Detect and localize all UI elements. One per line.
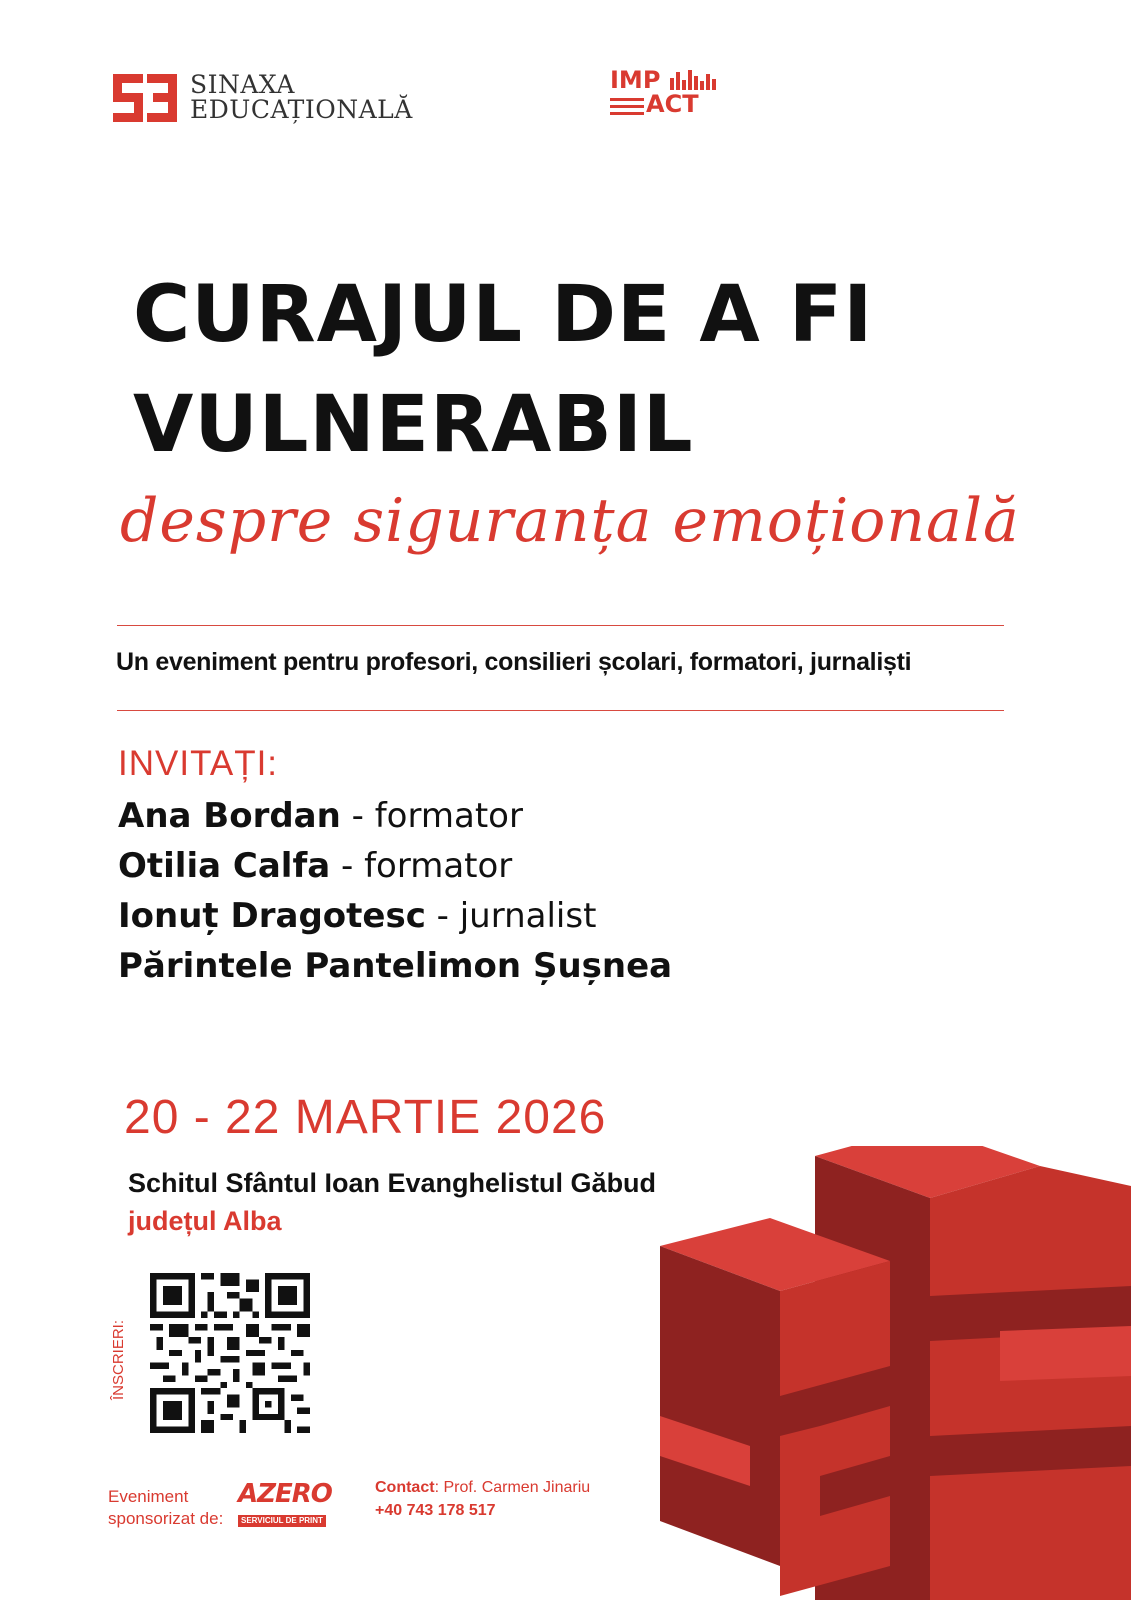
guest-item: [118, 846, 512, 886]
impact-logo-line1: IMP: [610, 66, 661, 94]
subtitle-script: despre siguranța emoțională: [120, 486, 1020, 556]
divider-top: [117, 625, 1004, 626]
guest-name: Părintele Pantelimon Șușnea: [118, 946, 673, 986]
guest-name: Ana Bordan: [118, 796, 341, 836]
guest-role: - formator: [340, 796, 523, 836]
title-line-1: CURAJUL DE A FI: [133, 270, 874, 360]
event-venue: Schitul Sfântul Ioan Evanghelistul Găbud: [128, 1168, 657, 1198]
se-3d-cube-icon: [660, 1146, 1131, 1600]
sinaxa-logo-line1: SINAXA: [190, 70, 295, 99]
contact-block: [375, 1476, 590, 1522]
sponsor-line2: sponsorizat de:: [108, 1509, 224, 1528]
guests-heading: INVITAȚI:: [118, 744, 279, 783]
azero-tagline: SERVICIUL DE PRINT: [238, 1515, 326, 1527]
impact-lines-icon: [610, 96, 646, 118]
registration-label: [97, 1300, 137, 1420]
impact-logo-icon: [610, 68, 730, 122]
guest-role: - jurnalist: [425, 896, 597, 936]
impact-logo-line2: ACT: [646, 90, 699, 118]
guest-name: Otilia Calfa: [118, 846, 331, 886]
sponsor-line1: Eveniment: [108, 1487, 189, 1506]
azero-logo-icon: [238, 1480, 338, 1526]
se-logo-icon: [113, 74, 177, 122]
contact-label: Contact: [375, 1479, 435, 1496]
event-date: 20 - 22 MARTIE 2026: [124, 1091, 607, 1144]
guest-item: [118, 796, 523, 836]
audience-line: Un eveniment pentru profesori, consilieri școlari, formatori, jurnaliști: [116, 648, 912, 676]
contact-phone[interactable]: +40 743 178 517: [375, 1502, 496, 1519]
sponsor-text: [108, 1486, 223, 1530]
guest-item: [118, 946, 672, 986]
guest-role: - formator: [330, 846, 513, 886]
sinaxa-logo-line2: EDUCAȚIONALĂ: [190, 95, 413, 124]
qr-code-icon[interactable]: [150, 1273, 310, 1433]
registration-label-text: ÎNSCRIERI:: [110, 1319, 127, 1401]
contact-person: : Prof. Carmen Jinariu: [434, 1479, 591, 1496]
azero-brand: AZERO: [238, 1479, 332, 1509]
guest-name: Ionuț Dragotesc: [118, 896, 426, 936]
divider-bottom: [117, 710, 1004, 711]
guest-item: [118, 896, 596, 936]
sinaxa-logo-text: [190, 72, 413, 122]
event-county: județul Alba: [128, 1206, 282, 1236]
title-line-2: VULNERABIL: [133, 380, 694, 470]
sound-bars-icon: [670, 70, 722, 90]
